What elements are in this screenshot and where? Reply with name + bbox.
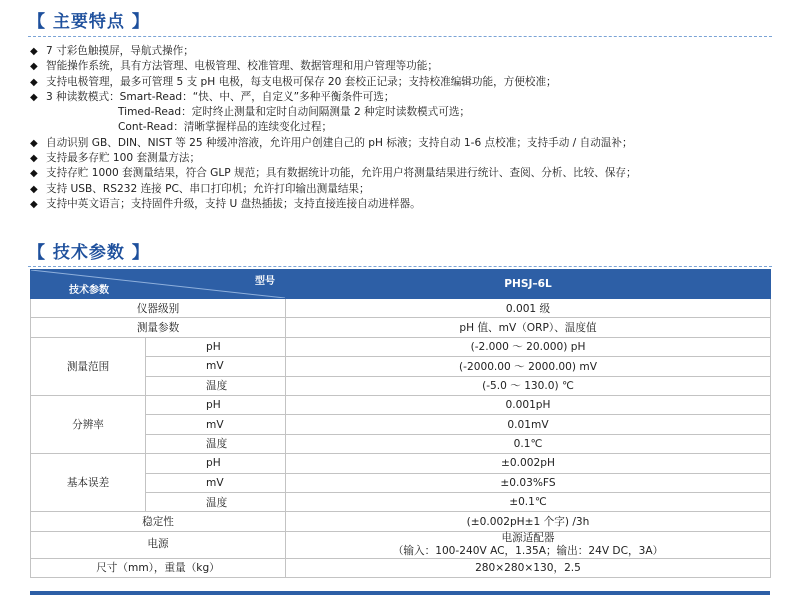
feature-item: ◆ 7 寸彩色触摸屏，导航式操作； [30, 44, 775, 59]
group-label: 分辨率 [31, 395, 146, 453]
sub-label: mV [146, 473, 286, 492]
group-label: 测量范围 [31, 337, 146, 395]
feature-continuation: Timed-Read：定时终止测量和定时自动间隔测量 2 种定时读数模式可选； [118, 106, 471, 119]
row-value: ±0.002pH [286, 454, 771, 473]
diamond-bullet-icon: ◆ [30, 91, 38, 103]
diamond-bullet-icon: ◆ [30, 198, 38, 210]
spec-divider [28, 266, 772, 267]
feature-item: ◆ 支持 USB、RS232 连接 PC、串口打印机；允许打印输出测量结果； [30, 182, 775, 197]
sub-label: mV [146, 357, 286, 376]
feature-continuation: Cont-Read：清晰掌握样品的连续变化过程； [118, 121, 333, 134]
table-row [31, 558, 771, 577]
diamond-bullet-icon: ◆ [30, 46, 38, 57]
diamond-bullet-icon: ◆ [30, 168, 38, 180]
diamond-bullet-icon: ◆ [30, 61, 38, 73]
table-row [31, 395, 771, 414]
sub-label: mV [146, 415, 286, 434]
spec-title: 【 技术参数 】 [28, 243, 150, 263]
row-value: ±0.1℃ [286, 492, 771, 511]
bottom-accent-bar [30, 591, 770, 595]
diamond-bullet-icon: ◆ [30, 76, 38, 88]
features-list [30, 44, 775, 212]
diamond-bullet-icon: ◆ [30, 183, 38, 195]
sub-label: 温度 [146, 434, 286, 453]
feature-item: ◆ 支持中英文语言；支持固件升级，支持 U 盘热插拔；支持直接连接自动进样器。 [30, 197, 775, 212]
row-label: 电源 [31, 531, 286, 558]
row-label: 测量参数 [31, 318, 286, 337]
diamond-bullet-icon: ◆ [30, 153, 38, 165]
feature-item: ◆ 支持存贮 1000 套测量结果，符合 GLP 规范；具有数据统计功能，允许用户将测量结果进行统计、查阅、分析、比较、保存； [30, 166, 775, 181]
row-value: 0.001pH [286, 395, 771, 414]
row-value: (±0.002pH±1 个字) /3h [286, 512, 771, 531]
spec-table [30, 269, 771, 578]
feature-item: ◆ 支持最多存贮 100 套测量方法； [30, 151, 775, 166]
table-row [31, 454, 771, 473]
row-value: 280×280×130，2.5 [286, 558, 771, 577]
sub-label: pH [146, 395, 286, 414]
group-label: 基本误差 [31, 454, 146, 512]
table-row [31, 531, 771, 558]
features-divider [28, 36, 772, 37]
row-value [286, 531, 771, 558]
row-value: 0.1℃ [286, 434, 771, 453]
row-value: 0.01mV [286, 415, 771, 434]
power-value-line1: 电源适配器 [501, 531, 555, 544]
features-title: 【 主要特点 】 [28, 12, 150, 32]
row-value: (-2000.00 ～ 2000.00) mV [286, 357, 771, 376]
feature-item: ◆ 3 种读数模式：Smart-Read：“快、中、严，自定义”多种平衡条件可选； [30, 90, 775, 105]
sub-label: pH [146, 337, 286, 356]
feature-item: ◆ 自动识别 GB、DIN、NIST 等 25 种缓冲溶液，允许用户创建自己的 pH 标液；支持自动 1-6 点校准；支持手动 / 自动温补； [30, 136, 775, 151]
feature-item: ◆ 支持电极管理，最多可管理 5 支 pH 电极，每支电极可保存 20 套校正记录；支持校准编辑功能，方便校准； [30, 75, 775, 90]
row-label: 仪器级别 [31, 299, 286, 318]
row-label: 稳定性 [31, 512, 286, 531]
table-row [31, 318, 771, 337]
row-label: 尺寸（mm），重量（kg） [31, 558, 286, 577]
header-model-label: 型号 [255, 276, 275, 287]
feature-item: ◆ 智能操作系统，具有方法管理、电极管理、校准管理、数据管理和用户管理等功能； [30, 59, 775, 74]
diamond-bullet-icon: ◆ [30, 137, 38, 149]
sub-label: pH [146, 454, 286, 473]
row-value: (-2.000 ～ 20.000) pH [286, 337, 771, 356]
spec-header-corner [31, 270, 286, 299]
header-param-label: 技术参数 [69, 285, 109, 296]
table-row [31, 512, 771, 531]
row-value: ±0.03%FS [286, 473, 771, 492]
sub-label: 温度 [146, 492, 286, 511]
spec-header-row [31, 270, 771, 299]
header-model-value: PHSJ–6L [286, 270, 771, 299]
table-row [31, 299, 771, 318]
row-value: (-5.0 ～ 130.0) ℃ [286, 376, 771, 395]
row-value: 0.001 级 [286, 299, 771, 318]
power-value-line2: （输入：100-240V AC，1.35A；输出：24V DC，3A） [392, 544, 664, 557]
row-value: pH 值、mV（ORP）、温度值 [286, 318, 771, 337]
sub-label: 温度 [146, 376, 286, 395]
table-row [31, 337, 771, 356]
